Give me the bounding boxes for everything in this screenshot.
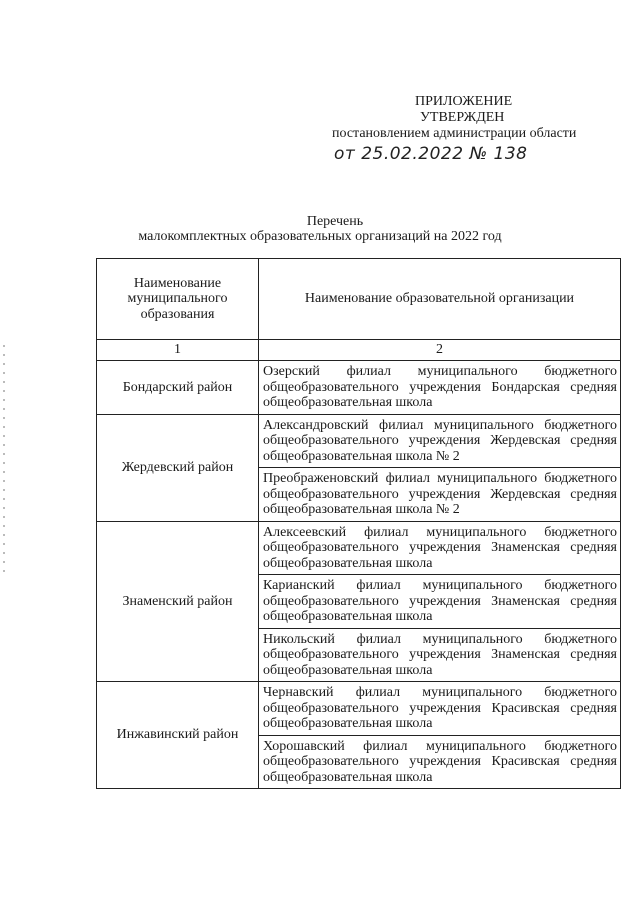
organization-name: Никольский филиал муниципального бюджетного общеобразовательного учреждения Знаменская средняя общеобразовательная школа [263, 631, 617, 678]
header-municipality: Наименование муниципального образования [97, 259, 259, 340]
approval-block [320, 94, 620, 164]
organization-cell [259, 521, 621, 575]
table-header-row [97, 259, 621, 340]
organization-cell [259, 468, 621, 522]
organization-name: Чернавский филиал муниципального бюджетного общеобразовательного учреждения Красивская средняя общеобразовательная школа [263, 685, 617, 731]
table-row [97, 361, 621, 415]
table-number-row [97, 340, 621, 361]
organization-name: Алексеевский филиал муниципального бюджетного общеобразовательного учреждения Знаменская средняя общеобразовательная школа [263, 524, 617, 571]
page-edge-marks [3, 345, 5, 575]
table-row [97, 414, 621, 468]
title-line-2: малокомплектных образовательных организаций на 2022 год [138, 229, 502, 244]
district-cell: Жердевский район [97, 414, 259, 521]
district-cell: Бондарский район [97, 361, 259, 415]
organization-name: Озерский филиал муниципального бюджетного общеобразовательного учреждения Бондарская средняя общеобразовательная школа [263, 364, 617, 410]
title-line-1: Перечень [306, 214, 364, 229]
organization-name: Хорошавский филиал муниципального бюджетного общеобразовательного учреждения Красивская средняя общеобразовательная школа [263, 738, 617, 785]
column-number-1: 1 [97, 340, 259, 361]
organization-name: Преображеновский филиал муниципального бюджетного общеобразовательного учреждения Жердевская средняя общеобразовательная школа № 2 [263, 471, 617, 517]
organization-name: Александровский филиал муниципального бюджетного общеобразовательного учреждения Жердевская средняя общеобразовательная школа № 2 [263, 417, 617, 464]
organization-cell [259, 414, 621, 468]
column-number-2: 2 [259, 340, 621, 361]
organization-cell [259, 361, 621, 415]
organizations-table [96, 258, 621, 789]
organization-cell [259, 682, 621, 736]
organization-cell [259, 575, 621, 629]
handwritten-signature: от 25.02.2022 № 138 [334, 144, 528, 164]
table-row [97, 682, 621, 736]
organization-cell [259, 628, 621, 682]
approved-label: УТВЕРЖДЕН [420, 110, 505, 125]
appendix-label: ПРИЛОЖЕНИЕ [415, 94, 513, 109]
header-organization: Наименование образовательной организации [259, 259, 621, 340]
document-title [0, 214, 640, 244]
district-cell: Знаменский район [97, 521, 259, 682]
organization-cell [259, 735, 621, 789]
district-cell: Инжавинский район [97, 682, 259, 789]
decree-label: постановлением администрации области [332, 126, 577, 141]
organization-name: Карианский филиал муниципального бюджетного общеобразовательного учреждения Знаменская средняя общеобразовательная школа [263, 578, 617, 624]
table-row [97, 521, 621, 575]
